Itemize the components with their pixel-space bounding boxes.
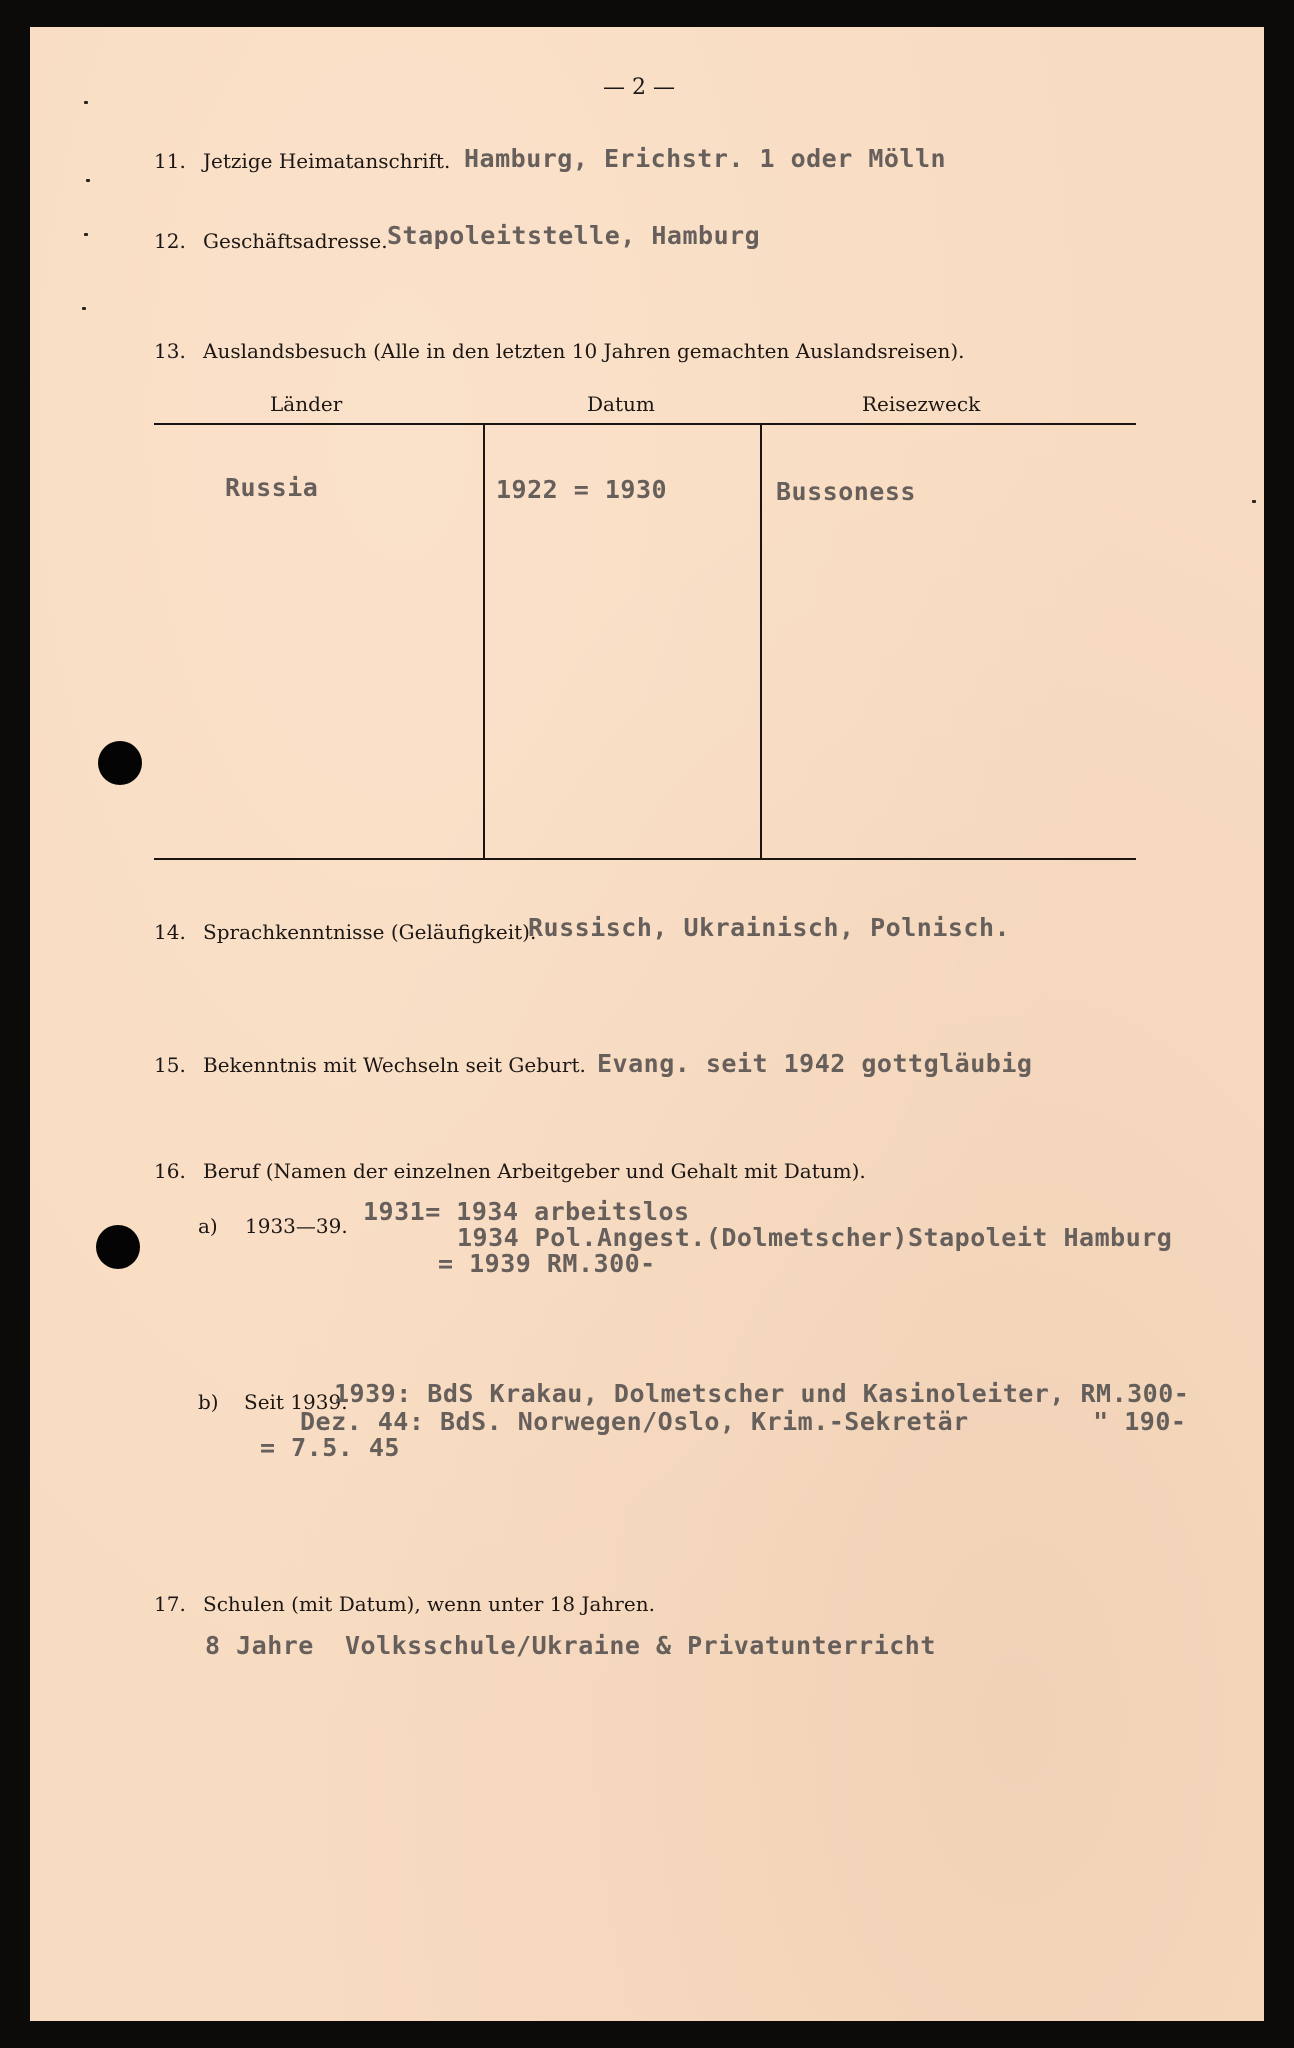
item-16b-line-1: 1939: BdS Krakau, Dolmetscher und Kasinoleiter, RM.300- [334,1379,1190,1408]
item-14-label: Sprachkenntnisse (Geläufigkeit). [203,920,537,944]
margin-mark [1252,500,1256,503]
item-14-number: 14. [154,920,186,944]
table-cell-country: Russia [225,473,319,502]
item-12-value: Stapoleitstelle, Hamburg [387,221,761,250]
column-header-reisezweck: Reisezweck [862,392,981,416]
item-15-number: 15. [154,1053,186,1077]
margin-mark [82,307,86,310]
table-cell-purpose: Bussoness [776,477,916,506]
item-16a-line-2: 1934 Pol.Angest.(Dolmetscher)Stapoleit Hamburg [457,1223,1173,1252]
table-divider-1 [483,425,485,858]
item-16b-line-2: Dez. 44: BdS. Norwegen/Oslo, Krim.-Sekretär " 190- [300,1407,1187,1436]
item-16a-label: a) [198,1214,218,1238]
item-14-value: Russisch, Ukrainisch, Polnisch. [528,913,1011,942]
item-13-number: 13. [154,339,186,363]
margin-mark [84,101,88,104]
table-divider-2 [760,425,762,858]
margin-mark [84,233,88,236]
column-header-laender: Länder [270,392,343,416]
item-15-label: Bekenntnis mit Wechseln seit Geburt. [203,1053,586,1077]
item-13-label: Auslandsbesuch (Alle in den letzten 10 Jahren gemachten Auslandsreisen). [203,339,965,363]
table-top-rule [154,423,1136,425]
item-16-number: 16. [154,1159,186,1183]
item-17-label: Schulen (mit Datum), wenn unter 18 Jahren. [203,1592,655,1616]
item-17-number: 17. [154,1592,186,1616]
item-15-value: Evang. seit 1942 gottgläubig [597,1049,1033,1078]
item-16-label: Beruf (Namen der einzelnen Arbeitgeber und Gehalt mit Datum). [203,1159,866,1183]
item-16a-line-3: = 1939 RM.300- [438,1249,656,1278]
margin-mark [86,179,90,182]
punch-hole-upper [98,741,142,785]
item-12-number: 12. [154,229,186,253]
table-bottom-rule [154,858,1136,860]
table-cell-date: 1922 = 1930 [496,475,668,504]
item-16a-line-1: 1931= 1934 arbeitslos [363,1197,690,1226]
item-11-label: Jetzige Heimatanschrift. [203,149,451,173]
item-12-label: Geschäftsadresse. [203,229,388,253]
item-16a-period: 1933—39. [245,1214,348,1238]
document-page [30,27,1264,2021]
item-16b-label: b) [198,1390,219,1414]
column-header-datum: Datum [587,392,655,416]
item-16b-line-3: = 7.5. 45 [260,1433,400,1462]
item-11-value: Hamburg, Erichstr. 1 oder Mölln [464,144,947,173]
item-16b-period: Seit 1939. [244,1390,348,1414]
item-11-number: 11. [154,149,186,173]
page-number: — 2 — [603,75,675,100]
punch-hole-lower [96,1225,140,1269]
item-17-value: 8 Jahre Volksschule/Ukraine & Privatunterricht [205,1631,936,1660]
